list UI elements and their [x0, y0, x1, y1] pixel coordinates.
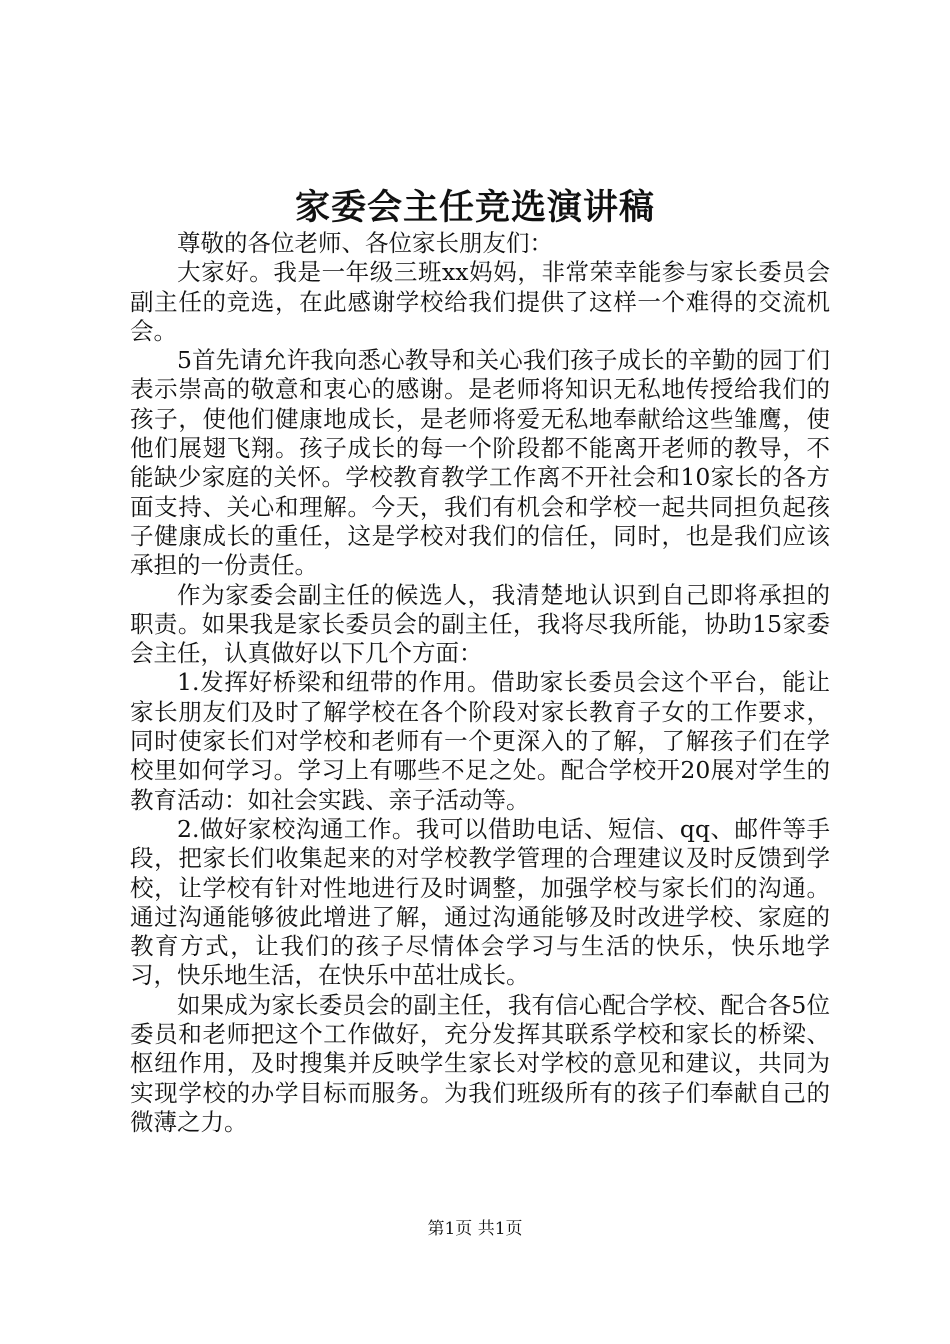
paragraph-role: 作为家委会副主任的候选人，我清楚地认识到自己即将承担的职责。如果我是家长委员会的副主任，我将尽我所能，协助15家委会主任，认真做好以下几个方面： [130, 580, 830, 668]
paragraph-greeting: 大家好。我是一年级三班xx妈妈，非常荣幸能参与家长委员会副主任的竞选，在此感谢学校给我们提供了这样一个难得的交流机会。 [130, 258, 830, 345]
document-title: 家委会主任竞选演讲稿 [294, 187, 655, 228]
paragraph-salutation: 尊敬的各位老师、各位家长朋友们： [177, 229, 553, 257]
paragraph-closing: 如果成为家长委员会的副主任，我有信心配合学校、配合各5位委员和老师把这个工作做好，充分发挥其联系学校和家长的桥梁、枢纽作用，及时搜集并反映学生家长对学校的意见和建议，共同为实现学校的办学目标而服务。为我们班级所有的孩子们奉献自己的微薄之力。 [130, 990, 830, 1136]
paragraph-thanks: 5首先请允许我向悉心教导和关心我们孩子成长的辛勤的园丁们表示崇高的敬意和衷心的感谢。是老师将知识无私地传授给我们的孩子，使他们健康地成长，是老师将爱无私地奉献给这些雏鹰，使他们展翅飞翔。孩子成长的每一个阶段都不能离开老师的教导，不能缺少家庭的关怀。学校教育教学工作离不开社会和10家长的各方面支持、关心和理解。今天，我们有机会和学校一起共同担负起孩子健康成长的重任，这是学校对我们的信任，同时，也是我们应该承担的一份责任。 [130, 346, 830, 580]
paragraph-point-1: 1.发挥好桥梁和纽带的作用。借助家长委员会这个平台，能让家长朋友们及时了解学校在各个阶段对家长教育子女的工作要求，同时使家长们对学校和老师有一个更深入的了解，了解孩子们在学校里如何学习。学习上有哪些不足之处。配合学校开20展对学生的教育活动：如社会实践、亲子活动等。 [130, 668, 830, 814]
page-footer: 第1页 共1页 [427, 1219, 523, 1239]
paragraph-point-2: 2.做好家校沟通工作。我可以借助电话、短信、qq、邮件等手段，把家长们收集起来的对学校教学管理的合理建议及时反馈到学校，让学校有针对性地进行及时调整，加强学校与家长们的沟通。通过沟通能够彼此增进了解，通过沟通能够及时改进学校、家庭的教育方式，让我们的孩子尽情体会学习与生活的快乐，快乐地学习，快乐地生活，在快乐中茁壮成长。 [130, 814, 830, 990]
document-body [130, 229, 830, 1137]
